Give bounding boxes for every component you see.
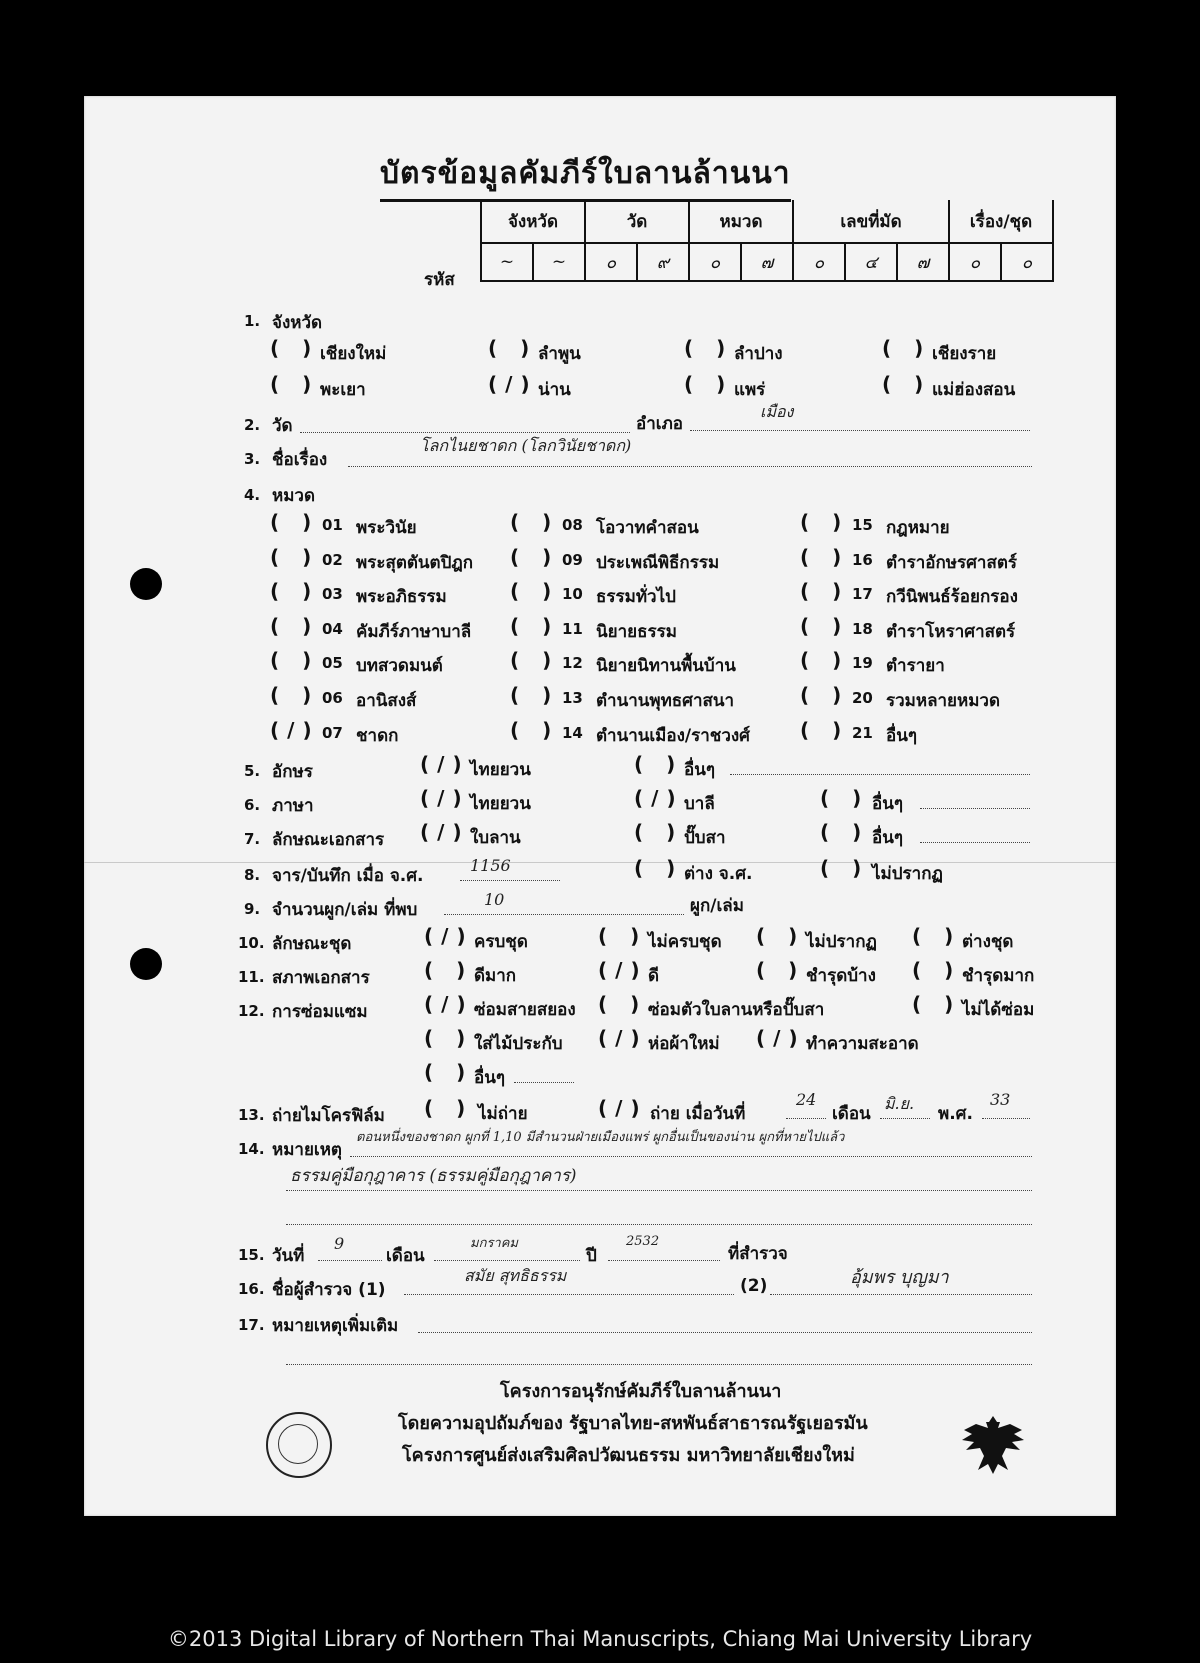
repair-option-5: ห่อผ้าใหม่ [648,1034,720,1054]
category-name: โอวาทคำสอน [596,518,699,538]
microfilm-label: ถ่ายไมโครฟิล์ม [272,1106,385,1126]
repair-checkbox-6[interactable]: (/) [756,1026,806,1050]
section-number: 9. [244,900,261,918]
repair-checkbox-3[interactable]: ( ) [912,992,962,1016]
province-option: แพร่ [734,380,766,400]
code-cell: ๐ [689,243,741,281]
repair-option-2: ซ่อมตัวใบลานหรือปั๊บสา [648,1000,825,1020]
note-value-1: ตอนหนึ่งของชาดก ผูกที่ 1,10 มีสำนวนฝ่ายเมืองแพร่ ผูกอื่นเป็นของน่าน ผูกที่หายไปแล้ว [356,1130,845,1145]
category-checkbox[interactable]: ( ) [270,510,320,534]
language-option-1: ไทยยวน [470,794,531,814]
script-checkbox-1[interactable]: (/) [420,752,470,776]
doctype-checkbox-1[interactable]: (/) [420,820,470,844]
repair-option-3: ไม่ได้ซ่อม [962,1000,1035,1020]
category-name: รวมหลายหมวด [886,691,1001,711]
province-checkbox[interactable]: ( ) [684,336,734,360]
note-field-2[interactable] [286,1190,1032,1191]
amphoe-label: อำเภอ [636,414,683,434]
category-code: 02 [322,550,343,569]
category-code: 18 [852,619,873,638]
category-code: 06 [322,689,343,707]
section-number: 7. [244,830,261,848]
set-checkbox-3[interactable]: ( ) [756,924,806,948]
script-label: อักษร [272,762,313,782]
section-number: 15. [238,1246,265,1264]
section-number: 17. [238,1316,265,1334]
note-label: หมายเหตุ [272,1140,342,1160]
province-checkbox[interactable]: ( ) [270,372,320,396]
inscribed-checkbox-2[interactable]: ( ) [820,856,870,880]
section-number: 16. [238,1280,265,1298]
inscribed-checkbox-1[interactable]: ( ) [634,856,684,880]
footer-sponsor: โดยความอุปถัมภ์ของ รัฐบาลไทย-สหพันธ์สาธารณรัฐเยอรมัน [398,1413,868,1434]
category-code: 17 [852,585,873,604]
section-number: 4. [244,486,261,504]
surveyor-label: ชื่อผู้สำรวจ (1) [272,1280,386,1300]
language-label: ภาษา [272,796,314,816]
date-day: 9 [334,1234,345,1253]
category-name: ชาดก [356,725,399,746]
code-cell: ๐ [793,243,845,281]
code-cell: ๙ [637,243,689,281]
surveyor-1-name: สมัย สุทธิธรรม [464,1266,567,1285]
language-checkbox-1[interactable]: (/) [420,786,470,810]
category-checkbox[interactable]: ( ) [270,579,320,604]
doctype-option-3: อื่นๆ [872,828,903,848]
category-checkbox[interactable]: ( ) [510,510,560,534]
code-header: เลขที่มัด [793,200,949,243]
province-checkbox[interactable]: ( ) [882,336,932,360]
category-code: 10 [562,585,583,604]
language-checkbox-2[interactable]: (/) [634,786,684,810]
amphoe-field[interactable] [690,430,1030,431]
code-header: จังหวัด [481,200,585,243]
code-cell: ~ [481,243,533,281]
title-label: ชื่อเรื่อง [272,450,328,470]
condition-checkbox-1[interactable]: ( ) [424,958,474,982]
section-number: 8. [244,866,261,884]
section-number: 12. [238,1002,265,1020]
category-code: 01 [322,516,343,534]
province-option: เชียงใหม่ [320,344,387,364]
province-checkbox[interactable]: ( ) [270,336,320,360]
note-field-1[interactable] [350,1156,1032,1157]
inscribed-option-1: ต่าง จ.ศ. [684,864,753,884]
category-code: 11 [562,619,583,638]
condition-checkbox-3[interactable]: ( ) [756,958,806,982]
footer-center: โครงการศูนย์ส่งเสริมศิลปวัฒนธรรม มหาวิทยาลัยเชียงใหม่ [402,1445,855,1466]
microfilm-checkbox-1[interactable]: ( ) [424,1096,474,1120]
category-name: พระสุตตันตปิฎก [356,552,474,573]
set-option-3: ไม่ปรากฏ [806,932,877,952]
category-code: 07 [322,723,343,742]
bundle-count-value: 10 [484,890,505,909]
microfilm-month: มิ.ย. [884,1094,915,1113]
amphoe-value: เมือง [760,402,794,421]
category-checkbox[interactable]: ( ) [800,717,850,742]
document-type-label: ลักษณะเอกสาร [272,830,385,850]
category-code: 08 [562,516,583,534]
additional-note-field-1[interactable] [418,1332,1032,1333]
script-other-field[interactable] [730,774,1030,775]
repair-checkbox-5[interactable]: (/) [598,1026,648,1050]
language-option-3: อื่นๆ [872,794,903,814]
condition-option-3: ชำรุดบ้าง [806,966,876,986]
category-code: 21 [852,723,873,742]
microfilm-option-2: ถ่าย เมื่อวันที่ [650,1104,746,1124]
category-name: บทสวดมนต์ [356,656,443,677]
date-month-field[interactable] [434,1260,580,1261]
category-checkbox[interactable]: ( ) [800,510,850,534]
script-option-2: อื่นๆ [684,760,715,780]
date-year-field[interactable] [608,1260,720,1261]
bundle-count-suffix: ผูก/เล่ม [690,896,744,916]
microfilm-year-field[interactable] [982,1118,1030,1119]
title-value: โลกไนยชาดก (โลกวินัยชาดก) [420,436,632,455]
category-name: นิยายนิทานพื้นบ้าน [596,656,736,677]
condition-option-2: ดี [648,966,660,986]
set-option-4: ต่างชุด [962,932,1014,952]
section-number: 1. [244,312,261,330]
punch-hole-bottom [130,948,162,980]
province-option: เชียงราย [932,344,997,364]
category-name: ตำนานเมือง/ราชวงศ์ [596,725,750,746]
category-code: 12 [562,654,583,673]
category-code: 04 [322,619,343,638]
surveyor-2-name: อุ้มพร บุญมา [850,1267,949,1288]
microfilm-checkbox-2[interactable]: (/) [598,1096,648,1120]
university-seal-icon [266,1412,332,1478]
category-name: ตำรายา [886,656,945,677]
province-option: พะเยา [320,380,366,400]
category-code: 16 [852,550,873,569]
category-code: 15 [852,516,873,534]
repair-other-field[interactable] [514,1082,574,1083]
microfilm-option-1: ไม่ถ่าย [478,1104,528,1124]
province-checkbox[interactable]: ( ) [882,372,932,396]
date-month-label: เดือน [386,1246,425,1266]
category-code: 19 [852,654,873,673]
set-option-1: ครบชุด [474,932,528,952]
language-checkbox-3[interactable]: ( ) [820,786,870,810]
province-checkbox[interactable]: ( ) [684,372,734,396]
repair-option-6: ทำความสะอาด [806,1034,919,1054]
category-name: นิยายธรรม [596,621,677,642]
province-option: แม่ฮ่องสอน [932,380,1016,400]
section-number: 13. [238,1106,265,1124]
repair-option-7: อื่นๆ [474,1068,505,1088]
category-code: 09 [562,550,583,569]
code-label: รหัส [424,270,455,290]
code-header: เรื่อง/ชุด [949,200,1053,243]
category-checkbox[interactable]: ( ) [510,544,560,569]
title-field[interactable] [348,466,1032,467]
condition-label: สภาพเอกสาร [272,968,370,988]
condition-checkbox-2[interactable]: (/) [598,958,648,982]
surveyor-2-field[interactable] [770,1294,1032,1295]
temple-field[interactable] [300,432,630,433]
code-header-row [481,200,1053,243]
set-type-label: ลักษณะชุด [272,934,352,954]
date-year: 2532 [626,1234,660,1249]
repair-checkbox-4[interactable]: ( ) [424,1026,474,1050]
microfilm-month-label: เดือน [832,1104,871,1124]
section-number: 10. [238,934,265,952]
category-code: 20 [852,689,873,707]
category-checkbox[interactable]: ( ) [800,683,850,707]
section-number: 6. [244,796,261,814]
category-name: พระอภิธรรม [356,587,447,608]
inscribed-label: จาร/บันทึก เมื่อ จ.ศ. [272,866,424,886]
category-checkbox[interactable]: (/) [270,717,320,742]
additional-note-field-2[interactable] [286,1364,1032,1365]
category-checkbox[interactable]: ( ) [270,648,320,673]
province-checkbox[interactable]: (/) [488,372,538,396]
category-checkbox[interactable]: ( ) [510,683,560,707]
repair-option-4: ใส่ไม้ประกับ [474,1034,563,1054]
category-checkbox[interactable]: ( ) [800,613,850,638]
code-values-row [481,243,1053,281]
set-checkbox-1[interactable]: (/) [424,924,474,948]
surveyor-2-label: (2) [740,1276,768,1296]
survey-card [84,96,1116,1516]
repair-option-1: ซ่อมสายสยอง [474,1000,576,1020]
fold-line [84,862,1116,863]
code-cell: ๐ [585,243,637,281]
note-field-3[interactable] [286,1224,1032,1225]
province-option: น่าน [538,380,571,400]
province-label: จังหวัด [272,313,323,333]
language-option-2: บาลี [684,794,715,814]
category-label: หมวด [272,486,315,506]
category-checkbox[interactable]: ( ) [510,579,560,604]
temple-label: วัด [272,416,293,436]
condition-option-4: ชำรุดมาก [962,966,1035,986]
repair-checkbox-1[interactable]: (/) [424,992,474,1016]
additional-note-label: หมายเหตุเพิ่มเติม [272,1316,399,1336]
category-code: 14 [562,723,583,742]
microfilm-day: 24 [796,1090,817,1109]
doctype-checkbox-3[interactable]: ( ) [820,820,870,844]
bundle-count-label: จำนวนผูก/เล่ม ที่พบ [272,900,418,920]
note-value-2: ธรรมคู่มือกุฎาคาร (ธรรมคู่มือกุฎาคาร) [290,1166,577,1186]
inscribed-field[interactable] [460,880,560,881]
section-number: 3. [244,450,261,468]
category-name: ตำราอักษรศาสตร์ [886,552,1017,573]
code-cell: ๗ [897,243,949,281]
microfilm-day-field[interactable] [786,1118,826,1119]
set-checkbox-2[interactable]: ( ) [598,924,648,948]
province-checkbox[interactable]: ( ) [488,336,538,360]
code-cell: ๗ [741,243,793,281]
microfilm-year: 33 [990,1090,1011,1109]
copyright-notice: ©2013 Digital Library of Northern Thai Manuscripts, Chiang Mai University Library [167,1627,1033,1651]
set-checkbox-4[interactable]: ( ) [912,924,962,948]
inscribed-option-2: ไม่ปรากฏ [872,864,943,884]
category-name: กวีนิพนธ์ร้อยกรอง [886,587,1018,608]
script-option-1: ไทยยวน [470,760,531,780]
repair-checkbox-7[interactable]: ( ) [424,1060,474,1084]
category-code: 05 [322,654,343,673]
microfilm-month-field[interactable] [880,1118,930,1119]
set-option-2: ไม่ครบชุด [648,932,722,952]
code-header: หมวด [689,200,793,243]
repair-label: การซ่อมแซม [272,1002,368,1022]
section-number: 14. [238,1140,265,1158]
category-checkbox[interactable]: ( ) [800,648,850,673]
category-code: 13 [562,689,583,707]
punch-hole-top [130,568,162,600]
page-title: บัตรข้อมูลคัมภีร์ใบลานล้านนา [380,150,791,202]
date-day-field[interactable] [318,1260,382,1261]
category-checkbox[interactable]: ( ) [510,648,560,673]
condition-option-1: ดีมาก [474,966,517,986]
category-name: ธรรมทั่วไป [596,587,676,608]
category-name: ตำนานพุทธศาสนา [596,691,735,711]
doctype-option-1: ใบลาน [470,828,521,848]
category-name: ประเพณีพิธีกรรม [596,552,720,573]
category-name: พระวินัย [356,518,417,538]
category-name: ตำราโหราศาสตร์ [886,621,1016,642]
date-suffix: ที่สำรวจ [728,1244,788,1264]
province-option: ลำพูน [538,344,581,364]
category-checkbox[interactable]: ( ) [800,579,850,604]
code-cell: ๔ [845,243,897,281]
date-year-label: ปี [586,1246,597,1266]
category-checkbox[interactable]: ( ) [270,613,320,638]
doctype-checkbox-2[interactable]: ( ) [634,820,684,844]
category-checkbox[interactable]: ( ) [510,717,560,742]
category-name: อานิสงส์ [356,691,417,711]
section-number: 5. [244,762,261,780]
category-checkbox[interactable]: ( ) [800,544,850,569]
inscribed-value: 1156 [470,856,511,875]
language-other-field[interactable] [920,808,1030,809]
script-checkbox-2[interactable]: ( ) [634,752,684,776]
category-code: 03 [322,585,343,604]
category-checkbox[interactable]: ( ) [270,544,320,569]
section-number: 11. [238,968,265,986]
category-checkbox[interactable]: ( ) [510,613,560,638]
code-header: วัด [585,200,689,243]
category-checkbox[interactable]: ( ) [270,683,320,707]
german-eagle-icon [958,1410,1028,1480]
surveyor-1-field[interactable] [404,1294,734,1295]
date-label: วันที่ [272,1246,305,1266]
code-cell: ๐ [1001,243,1053,281]
code-cell: ~ [533,243,585,281]
category-name: คัมภีร์ภาษาบาลี [356,621,472,642]
condition-checkbox-4[interactable]: ( ) [912,958,962,982]
doctype-other-field[interactable] [920,842,1030,843]
province-option: ลำปาง [734,344,783,364]
doctype-option-2: ปั๊บสา [684,828,726,848]
footer-project: โครงการอนุรักษ์คัมภีร์ใบลานล้านนา [500,1381,782,1402]
microfilm-year-label: พ.ศ. [938,1104,973,1124]
date-month: มกราคม [470,1236,518,1251]
bundle-count-field[interactable] [444,914,684,915]
category-name: กฎหมาย [886,518,950,538]
code-cell: ๐ [949,243,1001,281]
code-table [480,200,1054,282]
section-number: 2. [244,416,261,434]
category-name: อื่นๆ [886,725,917,746]
repair-checkbox-2[interactable]: ( ) [598,992,648,1016]
